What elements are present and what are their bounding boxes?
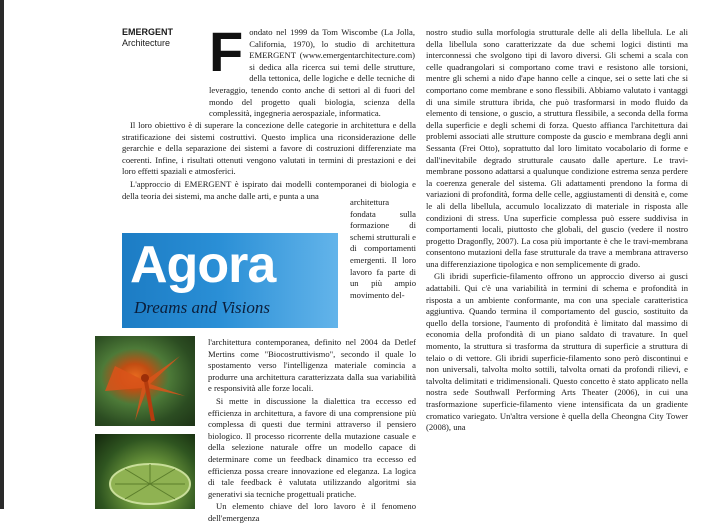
- lily-pad-photo: [95, 434, 195, 509]
- dragonfly-photo: [95, 336, 195, 426]
- lily-pad-image: [95, 434, 195, 509]
- dragonfly-image: [95, 336, 195, 426]
- intro-paragraph: ondato nel 1999 da Tom Wiscombe (La Jolla, California, 1970), lo studio di architettura EMERGENT (www.emergentarchitecture.com) si dedica alla ricerca sui temi delle strutture, della tettonica, delle logiche e delle tecniche di leveraggio, tenendo conto anche di settori al di fuori del mondo del progetto quali biologia, scienza della complessità, ingegneria aerospaziale, informatica.: [209, 27, 415, 119]
- section-title: EMERGENT: [122, 27, 174, 37]
- section-label: [122, 27, 173, 49]
- paragraph-emergenza: Un elemento chiave del loro lavoro è il fenomeno dell'emergenza: [208, 501, 416, 523]
- paragraph-objective: Il loro obiettivo è di superare la concezione delle categorie in architettura e della stratificazione dei sistemi costruttivi. Questo implica una riconsiderazione delle gerarchie e della separazione dei sistemi a favore di costruzioni differenziate ma coerenti. Infine, i risultati ottenuti vengono valutati in termini di prestazioni e dei loro effetti spaziali e atmosferici.: [122, 120, 416, 177]
- title-banner: [122, 233, 338, 328]
- paragraph-biocostruttivismo: l'architettura contemporanea, definito nel 2004 da Detlef Mertins come "Biocostruttivismo", secondo il quale lo spostamento verso l'intelligenza materiale comincia a produrre una architettura caratterizzata dalla sua variabilità e responsività alle forze locali.: [208, 337, 416, 394]
- intro-paragraph-block: [209, 20, 415, 121]
- column-a-wrap-text: [350, 197, 416, 302]
- paragraph-approach: L'approccio di EMERGENT è ispirato dai modelli contemporanei di biologia e della teoria dei sistemi, ma anche dalle arti, e punta a una: [122, 178, 416, 201]
- paragraph-ibridi: Gli ibridi superficie-filamento offrono un approccio diverso ai gusci adattabili. Qui c'è una variabilità in termini di schema e profondità in risposta a un ambiente conformante, ma con una speciale caratteristica aggiuntiva. Quando termina il comportamento del guscio, sostituito da quello della torsione, l'aumento di profondità è limitato dal massimo di economia della profondità di un piano saldato di travature. In quel momento, la struttura si trasforma da struttura di superficie a struttura di telaio o di vettore. Gli ibridi superficie-filamento sono però discontinui e non universali, talvolta molto sottili, talvolta ornati da profondi rilievi, e talvolta delimitati e tridimensionali. Questo concetto è stato applicato nella nostra sede Southwall Performing Arts Theater (2006), in cui una trasformazione superficie-filamento viene intensificata da un gradiente cromatico variegato. Un'altra versione è quella della Cheongna City Tower (2008), una: [426, 271, 688, 433]
- drop-cap: F: [209, 20, 244, 83]
- column-a-middle: [122, 120, 416, 203]
- column-a-lower: [208, 337, 416, 526]
- banner-title: Agora: [130, 236, 276, 294]
- paragraph-libellula: nostro studio sulla morfologia strutturale delle ali della libellula. Le ali della libellula sono caratterizzate da due schemi logici distinti ma interconnessi che svolgono tipi di lavoro diversi. Gli schemi a scala con celle quadrangolari si comportano come travi e resistono alle torsioni, mentre gli schemi a nido d'ape hanno celle a cinque, sei o sette lati che si comportano come membrane e sono flessibili. Abbiamo valutato i vantaggi di una simile struttura ibrida, che può trasformarsi in modo fluido da elemento di tensione, o guscio, a struttura flessibile, a seconda della forma della superficie e degli schemi di forza. Questo affianca l'architettura dai problemi associati alle strutture composte da guscio e membrana degli anni Sessanta (Frei Otto), soprattutto dal loro limitato vocabolario di forme e dall'inevitabile degrado strutturale causato dalle aperture. Le travi-membrane possono adattarsi a qualunque condizione estrema senza perdere la coerenza generale del sistema. Gli adattamenti prendono la forma di variazioni di profondità, forma delle celle, aggiustamenti di densità e, come le ali della libellula, accumulo localizzato di materiale in risposta alle condizioni di stress. Una superficie complessa può essere suddivisa in comportamenti locali, piuttosto che globali, del guscio (vedere il nostro progetto Dragonfly, 2007). La cosa più importante è che le travi-membrana consentono mutazioni della fase strutturale da trave a membrana attraverso una differenziazione tipologica e non semplicemente di grado.: [426, 27, 688, 269]
- paragraph-eccesso-efficienza: Si mette in discussione la dialettica tra eccesso ed efficienza in architettura, a favore di una comprensione più complessa di questi due termini attraverso il pensiero biologico. Il processo ricorrente della mutazione casuale e della selezione naturale offre un modello capace di determinare come un feedback dinamico tra eccesso ed efficienza possa creare innovazione ed eleganza. La logica di tale feedback è valutata utilizzando algoritmi sia generativi sia tecniche progettuali pratiche.: [208, 395, 416, 499]
- page-binding-edge: [0, 0, 4, 509]
- column-b: [426, 27, 688, 435]
- section-subtitle: Architecture: [122, 38, 171, 48]
- paragraph-wrap: architettura fondata sulla formazione di schemi strutturali e di comportamenti emergenti. Il loro lavoro fa parte di un più ampio movimento del-: [350, 197, 416, 300]
- banner-subtitle: Dreams and Visions: [134, 298, 270, 317]
